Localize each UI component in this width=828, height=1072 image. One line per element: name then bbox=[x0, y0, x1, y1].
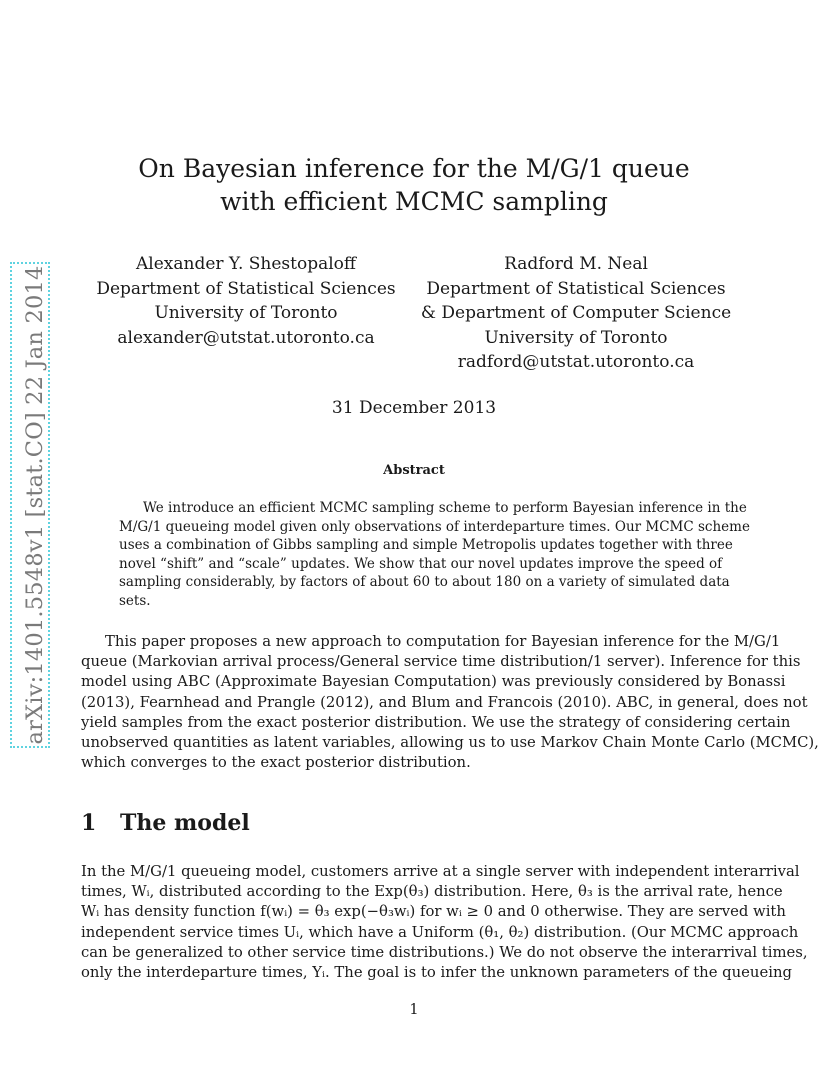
author-affiliation: University of Toronto bbox=[484, 327, 668, 348]
intro-line: queue (Markovian arrival process/General service time distribution/1 server). Inference for this bbox=[81, 653, 801, 671]
model-line: Wᵢ has density function f(wᵢ) = θ₃ exp(−θ₃wᵢ) for wᵢ ≥ 0 and 0 otherwise. They are served with bbox=[81, 903, 786, 921]
intro-line: model using ABC (Approximate Bayesian Computation) was previously considered by Bonassi bbox=[81, 673, 786, 691]
author-affiliation: Department of Statistical Sciences bbox=[96, 278, 396, 299]
abstract-line: M/G/1 queueing model given only observations of interdeparture times. Our MCMC scheme bbox=[119, 518, 750, 535]
model-line: can be generalized to other service time distributions.) We do not observe the interarrival times, bbox=[81, 943, 808, 961]
model-line: independent service times Uᵢ, which have a Uniform (θ₁, θ₂) distribution. (Our MCMC approach bbox=[81, 923, 799, 941]
title-line: On Bayesian inference for the M/G/1 queue bbox=[138, 154, 690, 183]
model-paragraph bbox=[81, 862, 808, 983]
section-title: The model bbox=[120, 810, 250, 836]
author-block-neal bbox=[416, 252, 736, 375]
abstract-body bbox=[119, 499, 750, 610]
author-name: Alexander Y. Shestopaloff bbox=[136, 254, 356, 274]
intro-line: This paper proposes a new approach to computation for Bayesian inference for the M/G/1 bbox=[105, 633, 781, 650]
intro-paragraph bbox=[81, 632, 819, 773]
abstract-heading: Abstract bbox=[383, 463, 445, 478]
page-number: 1 bbox=[409, 1002, 419, 1018]
author-affiliation: & Department of Computer Science bbox=[420, 303, 732, 323]
intro-line: unobserved quantities as latent variables, allowing us to use Markov Chain Monte Carlo (MCMC), bbox=[81, 734, 819, 752]
abstract-line: novel “shift” and “scale” updates. We show that our novel updates improve the speed of bbox=[119, 555, 723, 572]
intro-line: yield samples from the exact posterior distribution. We use the strategy of considering certain bbox=[81, 713, 791, 731]
section-heading bbox=[81, 810, 250, 836]
model-line: In the M/G/1 queueing model, customers arrive at a single server with independent interarrival bbox=[81, 863, 800, 880]
author-affiliation: University of Toronto bbox=[154, 303, 338, 323]
author-affiliation: Department of Statistical Sciences bbox=[426, 278, 726, 299]
model-line: times, Wᵢ, distributed according to the Exp(θ₃) distribution. Here, θ₃ is the arrival rate, hence bbox=[81, 883, 783, 901]
paper-title bbox=[0, 152, 828, 218]
arxiv-identifier: arXiv:1401.5548v1 [stat.CO] 22 Jan 2014 bbox=[22, 265, 48, 745]
section-number: 1 bbox=[81, 810, 97, 836]
paper-date: 31 December 2013 bbox=[331, 398, 497, 418]
abstract-line: sets. bbox=[119, 592, 151, 609]
model-line: only the interdeparture times, Yᵢ. The goal is to infer the unknown parameters of the queueing bbox=[81, 964, 792, 982]
title-line: with efficient MCMC sampling bbox=[220, 187, 608, 216]
author-email: radford@utstat.utoronto.ca bbox=[457, 352, 695, 372]
author-block-shestopaloff bbox=[96, 252, 396, 350]
author-name: Radford M. Neal bbox=[504, 254, 648, 274]
intro-line: (2013), Fearnhead and Prangle (2012), and Blum and Francois (2010). ABC, in general, does not bbox=[81, 693, 808, 711]
intro-line: which converges to the exact posterior distribution. bbox=[81, 754, 471, 772]
abstract-line: sampling considerably, by factors of about 60 to about 180 on a variety of simulated data bbox=[119, 574, 730, 590]
author-email: alexander@utstat.utoronto.ca bbox=[117, 327, 375, 348]
abstract-line: uses a combination of Gibbs sampling and simple Metropolis updates together with three bbox=[119, 537, 733, 553]
abstract-line: We introduce an efficient MCMC sampling scheme to perform Bayesian inference in the bbox=[143, 500, 747, 516]
